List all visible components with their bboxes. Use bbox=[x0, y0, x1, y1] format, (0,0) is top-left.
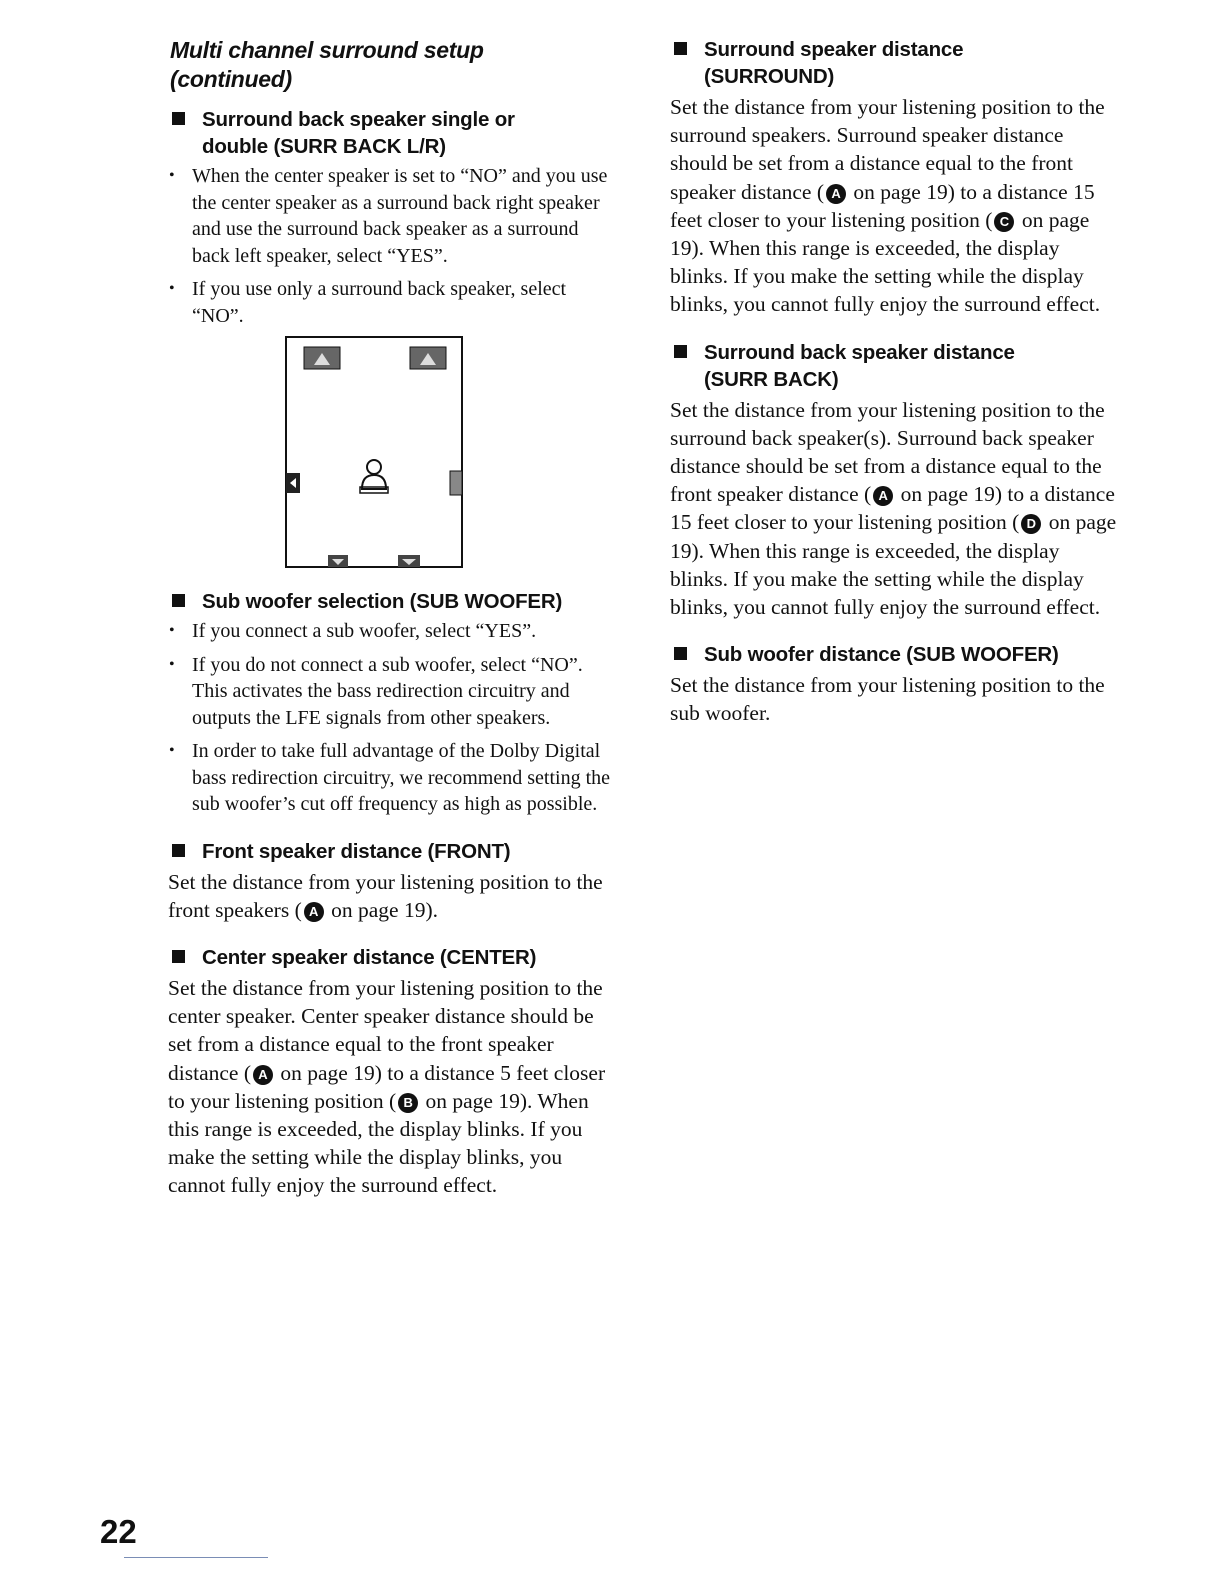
square-bullet-icon bbox=[674, 42, 687, 55]
sub-woofer-selection-section bbox=[168, 588, 620, 818]
center-distance-text bbox=[168, 974, 620, 1200]
surr-back-distance-heading bbox=[670, 339, 1120, 393]
sub-woofer-distance-section bbox=[670, 641, 1120, 727]
text-part: Set the distance from your listening position to the front speakers ( bbox=[168, 869, 603, 922]
surround-back-left-speaker-icon bbox=[328, 555, 348, 567]
reference-marker-icon: A bbox=[304, 902, 324, 922]
front-distance-section bbox=[168, 838, 620, 924]
heading-line-2: (SURR BACK) bbox=[704, 367, 839, 391]
text-part: on page 19). When this range is exceeded, the display blinks. If you make the setting while the display blinks, you cannot fully enjoy the surround effect. bbox=[670, 510, 1117, 620]
reference-marker-icon: A bbox=[253, 1065, 273, 1085]
sub-woofer-selection-heading bbox=[168, 588, 620, 615]
heading-line-1: Surround back speaker single or bbox=[202, 108, 515, 131]
list-item: • In order to take full advantage of the Dolby Digital bass redirection circuitry, we recommend setting the sub woofer’s cut off frequency as high as possible. bbox=[168, 738, 620, 818]
front-right-speaker-icon bbox=[410, 347, 446, 369]
heading-text bbox=[202, 106, 620, 160]
heading-text: Sub woofer distance (SUB WOOFER) bbox=[704, 643, 1059, 667]
center-distance-section bbox=[168, 944, 620, 1200]
speaker-layout-diagram bbox=[284, 335, 464, 569]
surround-distance-text bbox=[670, 93, 1120, 319]
right-column bbox=[670, 36, 1120, 748]
heading-text: Sub woofer selection (SUB WOOFER) bbox=[202, 590, 563, 613]
section-title-line-1: Multi channel surround setup bbox=[170, 37, 484, 63]
sub-woofer-selection-bullets bbox=[168, 618, 620, 818]
surr-back-distance-section bbox=[670, 339, 1120, 622]
text-part: on page 19) to a distance 5 feet closer to your listening position ( bbox=[168, 1060, 606, 1113]
square-bullet-icon bbox=[172, 112, 185, 125]
heading-line-2: (SURROUND) bbox=[704, 65, 835, 88]
text-part: on page 19). bbox=[325, 897, 438, 922]
left-column bbox=[168, 36, 620, 1220]
text-part: Set the distance from your listening position to the surround speakers. Surround speaker distance should be set from a distance equal to the front speaker distance ( bbox=[670, 95, 1105, 204]
surr-back-lr-heading bbox=[168, 106, 620, 160]
reference-marker-icon: A bbox=[826, 184, 846, 204]
surround-back-right-speaker-icon bbox=[398, 555, 420, 567]
front-distance-text bbox=[168, 868, 620, 924]
text-part: Set the distance from your listening position to the center speaker. Center speaker distance should be set from a distance equal to the front speaker distance ( bbox=[168, 975, 603, 1085]
sub-woofer-distance-text: Set the distance from your listening position to the sub woofer. bbox=[670, 673, 1105, 726]
text-part: on page 19). When this range is exceeded, the display blinks. If you make the setting while the display blinks, you cannot fully enjoy the surround effect. bbox=[168, 1088, 589, 1198]
text-part: on page 19) to a distance 15 feet closer to your listening position ( bbox=[670, 179, 1095, 232]
list-item: • If you do not connect a sub woofer, select “NO”. This activates the bass redirection circuitry and outputs the LFE signals from other speakers. bbox=[168, 652, 620, 732]
reference-marker-icon: A bbox=[873, 486, 893, 506]
reference-marker-icon: D bbox=[1021, 514, 1041, 534]
section-title-line-2: (continued) bbox=[170, 66, 292, 92]
text-part: on page 19). When this range is exceeded, the display blinks. If you make the setting while the display blinks, you cannot fully enjoy the surround effect. bbox=[670, 207, 1101, 317]
square-bullet-icon bbox=[674, 345, 687, 358]
heading-text bbox=[704, 339, 1120, 393]
surr-back-lr-bullets bbox=[168, 163, 620, 329]
list-item: • If you use only a surround back speaker, select “NO”. bbox=[168, 276, 620, 329]
heading-line-1: Surround speaker distance bbox=[704, 38, 964, 61]
heading-text bbox=[704, 36, 1120, 90]
square-bullet-icon bbox=[172, 844, 185, 857]
surr-back-distance-text bbox=[670, 396, 1120, 622]
text-part: Set the distance from your listening position to the surround back speaker(s). Surround back speaker distance should be set from a distance equal to the front speaker distance ( bbox=[670, 397, 1105, 507]
front-distance-heading bbox=[168, 838, 620, 865]
list-item: • If you connect a sub woofer, select “YES”. bbox=[168, 618, 620, 645]
reference-marker-icon: C bbox=[994, 212, 1014, 232]
sub-woofer-distance-heading bbox=[670, 641, 1120, 668]
heading-line-1: Surround back speaker distance bbox=[704, 340, 1015, 364]
footer-rule bbox=[124, 1557, 268, 1558]
square-bullet-icon bbox=[674, 647, 687, 660]
square-bullet-icon bbox=[172, 594, 185, 607]
surround-distance-section bbox=[670, 36, 1120, 319]
heading-line-2: double (SURR BACK L/R) bbox=[202, 135, 446, 158]
heading-text: Front speaker distance (FRONT) bbox=[202, 839, 511, 863]
surround-distance-heading bbox=[670, 36, 1120, 90]
front-left-speaker-icon bbox=[304, 347, 340, 369]
page-number: 22 bbox=[100, 1513, 137, 1550]
surround-left-speaker-icon bbox=[286, 473, 300, 493]
reference-marker-icon: B bbox=[398, 1093, 418, 1113]
heading-text: Center speaker distance (CENTER) bbox=[202, 945, 537, 969]
surround-right-speaker-icon bbox=[450, 471, 462, 495]
listener-icon bbox=[360, 460, 388, 493]
section-title bbox=[170, 36, 620, 94]
center-distance-heading bbox=[168, 944, 620, 971]
list-item: • When the center speaker is set to “NO” and you use the center speaker as a surround back right speaker and use the surround back speaker as a surround back left speaker, select “YES”. bbox=[168, 163, 620, 269]
text-part: on page 19) to a distance 15 feet closer to your listening position ( bbox=[670, 482, 1115, 535]
room-outline bbox=[286, 337, 462, 567]
square-bullet-icon bbox=[172, 950, 185, 963]
